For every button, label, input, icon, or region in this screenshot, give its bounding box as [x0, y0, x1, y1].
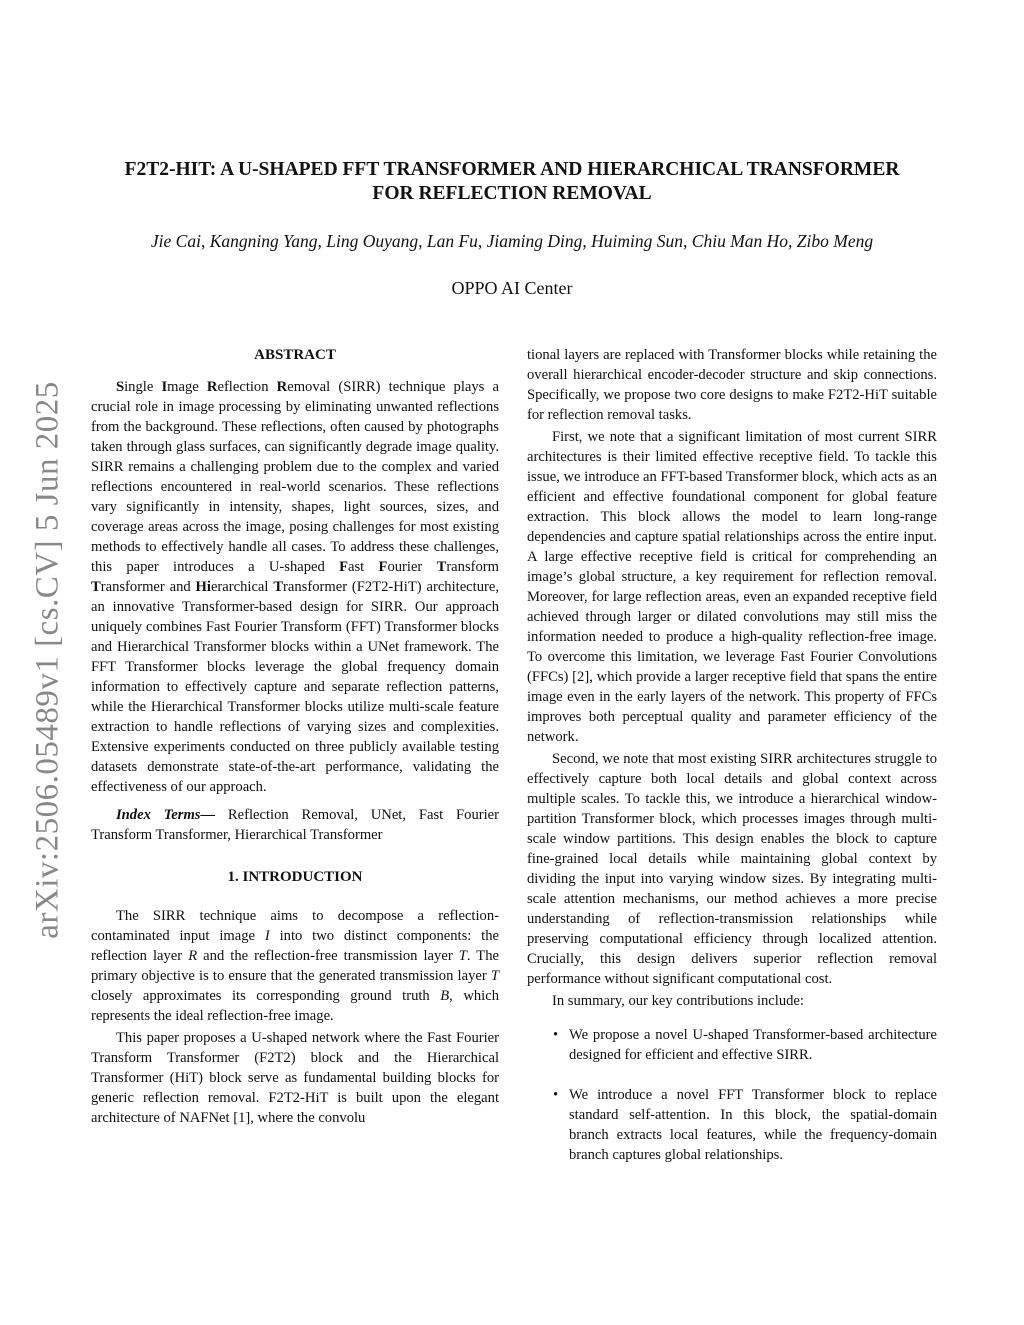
index-terms-label: Index Terms— [116, 807, 216, 823]
abstract-initial: I [161, 379, 168, 395]
intro-text: , which represents the ideal reflection-free image. [91, 988, 500, 1024]
intro-paragraph-1 [91, 906, 499, 1026]
intro-paragraph-2: This paper proposes a U-shaped network where the Fast Fourier Transform Transformer (F2T2) block and the Hierarchical Transformer (HiT) block serve as fundamental building blocks for generic reflection removal. F2T2-HiT is built upon the elegant architecture of NAFNet [1], where the convolu [91, 1030, 499, 1126]
abstract-word: ourier [387, 559, 437, 575]
abstract-initial: T [436, 559, 447, 575]
abstract-initial: T [273, 579, 284, 595]
math-var-I: I [264, 928, 270, 944]
abstract-heading: ABSTRACT [254, 347, 336, 363]
abstract-initial: R [206, 379, 218, 395]
intro-paragraph-3: First, we note that a significant limitation of most current SIRR architectures is their limited effective receptive field. To tackle this issue, we introduce an FFT-based Transformer block, which acts as an efficient and effective foundational component for global feature extraction. This block allows the model to learn long-range dependencies and capture spatial relationships across the entire input. A large effective receptive field is critical for comprehending an image’s global structure, a key requirement for reflection removal. Moreover, for large reflection areas, even an expanded receptive field achieved through larger or dilated convolutions may still miss the information needed to produce a high-quality reflection-free image. To overcome this limitation, we leverage Fast Fourier Convolutions (FFCs) [2], which provide a larger receptive field that spans the entire image even in the early layers of the network. This property of FFCs improves both perceptual quality and parameter efficiency of the network. [527, 429, 937, 745]
affiliation: OPPO AI Center [451, 278, 573, 298]
intro-continuation: tional layers are replaced with Transformer blocks while retaining the overall hierarchical encoder-decoder structure and skip connections. Specifically, we propose two core designs to make F2T2-HiT suitable for reflection removal tasks. [527, 347, 937, 423]
abstract-initial: F [339, 559, 349, 575]
bullet-icon: • [553, 1087, 559, 1103]
math-var-R: R [188, 948, 198, 964]
abstract-initial: F [378, 559, 388, 575]
math-var-T: T [490, 968, 499, 984]
left-column [91, 345, 499, 1128]
abstract-initial: T [91, 579, 101, 595]
abstract-body-b: (F2T2-HiT) architecture, an innovative Transformer-based design for SIRR. Our approach uniquely combines Fast Fourier Transform (FFT) Transformer blocks and Hierarchical Transformer blocks within a UNet framework. The FFT Transformer blocks leverage the global frequency domain information to effectively capture and separate reflection patterns, while the Hierarchical Transformer blocks utilize multi-scale feature extraction to handle reflections of varying sizes and complexities. Extensive experiments conducted on three publicly available testing datasets demonstrate state-of-the-art performance, validating the effectiveness of our approach. [91, 579, 499, 795]
intro-text: and the reflection-free transmission layer [197, 948, 459, 964]
abstract-word: eflection [217, 379, 277, 395]
abstract-word: ransformer and [100, 579, 196, 595]
list-item [527, 1025, 937, 1065]
abstract-word: ransform [446, 559, 499, 575]
abstract-initial: Hi [195, 579, 211, 595]
bullet-icon: • [553, 1027, 559, 1043]
math-var-B: B [440, 988, 450, 1004]
index-terms-list: Reflection Removal, UNet, Fast Fourier Transform Transformer, Hierarchical Transformer [91, 807, 499, 843]
abstract-body-a: (SIRR) technique plays a crucial role in image processing by eliminating unwanted reflections from the background. These reflections, often caused by photographs taken through glass surfaces, can significantly degrade image quality. SIRR remains a challenging problem due to the complex and varied reflections encountered in real-world scenarios. These reflections vary significantly in intensity, shapes, light sources, sizes, and coverage areas across the image, posing challenges for most existing methods to effectively handle all cases. To address these challenges, this paper introduces a U-shaped [91, 379, 499, 575]
arxiv-identifier: arXiv:2506.05489v1 [cs.CV] 5 Jun 2025 [29, 381, 66, 939]
abstract-initial: S [116, 379, 125, 395]
intro-text: The SIRR technique aims to decompose a reflection-contaminated input image [91, 908, 499, 944]
abstract-word: erarchical [210, 579, 274, 595]
list-item-text: We propose a novel U-shaped Transformer-based architecture designed for efficient and effective SIRR. [569, 1027, 937, 1063]
paper-title [90, 158, 934, 206]
abstract-word: emoval [287, 379, 331, 395]
introduction-heading: 1. INTRODUCTION [227, 869, 363, 885]
abstract-word: mage [167, 379, 207, 395]
abstract-initial: R [276, 379, 288, 395]
list-item [527, 1085, 937, 1165]
intro-text: into two distinct components: the reflection layer [91, 928, 500, 964]
abstract-text [91, 377, 499, 797]
intro-text: closely approximates its corresponding ground truth [91, 988, 441, 1004]
list-item-text: We introduce a novel FFT Transformer block to replace standard self-attention. In this block, the spatial-domain branch extracts local features, while the frequency-domain branch captures global relationships. [569, 1087, 937, 1163]
abstract-word: ingle [124, 379, 162, 395]
intro-text: . The primary objective is to ensure that the generated transmission layer [91, 948, 499, 984]
abstract-word: ransformer [283, 579, 348, 595]
right-column [527, 345, 937, 1185]
author-list: Jie Cai, Kangning Yang, Ling Ouyang, Lan Fu, Jiaming Ding, Huiming Sun, Chiu Man Ho, Zibo Meng [150, 231, 874, 251]
title-line-1: F2T2-HIT: A U-SHAPED FFT TRANSFORMER AND HIERARCHICAL TRANSFORMER [124, 159, 900, 180]
contributions-lead: In summary, our key contributions include: [552, 993, 804, 1009]
abstract-word: ast [348, 559, 379, 575]
title-line-2: FOR REFLECTION REMOVAL [372, 183, 652, 204]
intro-paragraph-4: Second, we note that most existing SIRR architectures struggle to effectively capture both local details and global context across multiple scales. To tackle this, we introduce a hierarchical window-partition Transformer block, which processes images through multi-scale window partitions. This design enables the block to capture fine-grained local details while maintaining global context by dividing the input into varying window sizes. By integrating multi-scale attention mechanisms, our method achieves a more precise understanding of reflection-transmission relationships while preserving computational efficiency through localized attention. Crucially, this design delivers superior reflection removal performance without significant computational cost. [527, 751, 937, 987]
contributions-list [527, 1025, 937, 1165]
index-terms [91, 805, 499, 845]
math-var-T: T [458, 948, 467, 964]
